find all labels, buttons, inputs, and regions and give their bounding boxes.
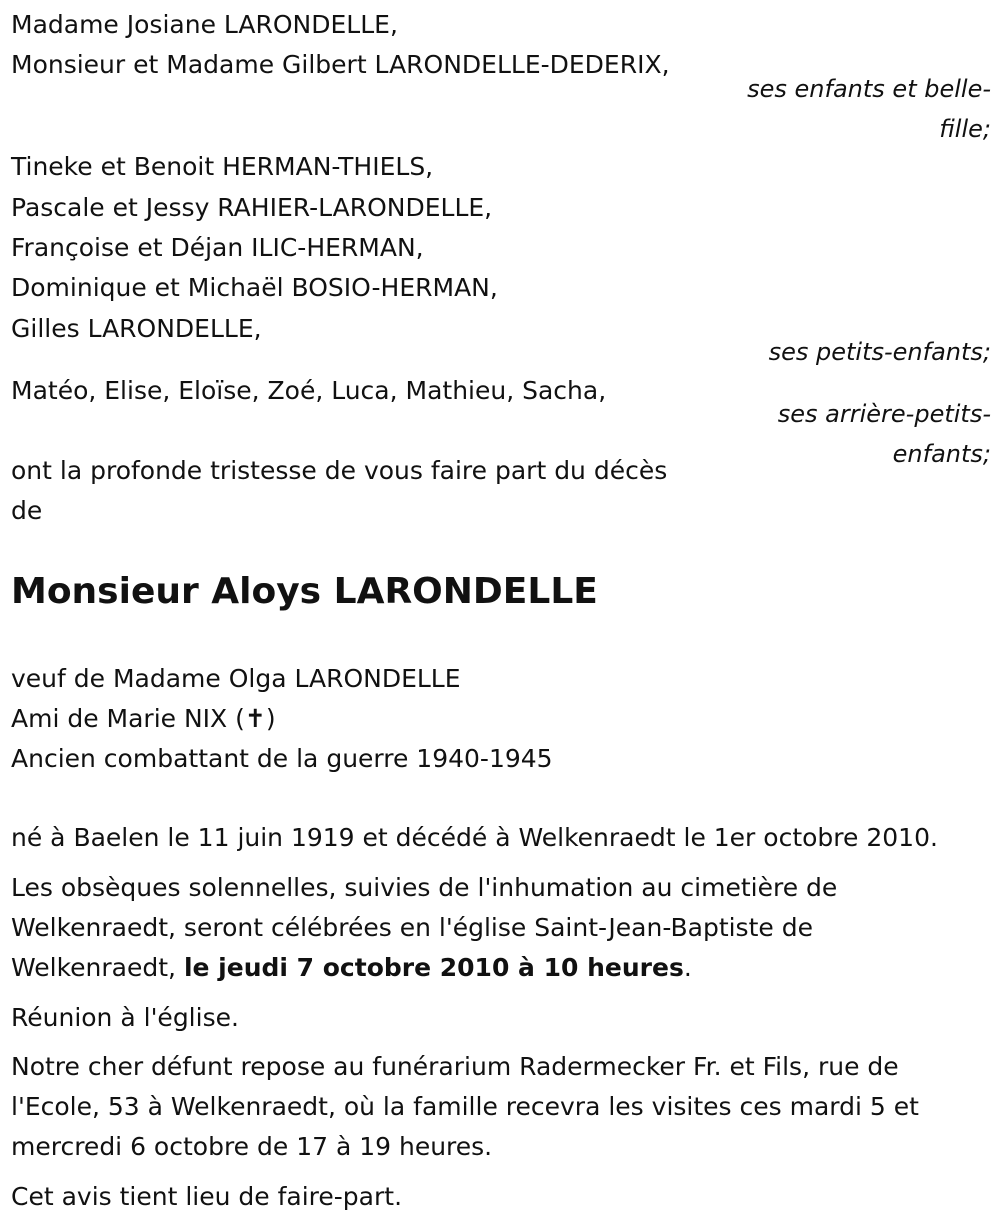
funeral-line-3 [11,948,692,988]
grandchildren-role: ses petits-enfants; [768,338,991,366]
deceased-name: Monsieur Aloys LARONDELLE [11,571,598,612]
visitation-line-3: mercredi 6 octobre de 17 à 19 heures. [11,1132,493,1161]
children-role-line-2: fille; [939,115,991,143]
visitation-line-2: l'Ecole, 53 à Welkenraedt, où la famille recevra les visites ces mardi 5 et [11,1092,919,1121]
great-grandchildren-role-line-1: ses arrière-petits- [777,400,991,428]
grandchild-line-3: Françoise et Déjan ILIC-HERMAN, [11,233,424,262]
deceased-detail-widower: veuf de Madame Olga LARONDELLE [11,664,461,693]
funeral-period: . [683,953,692,982]
deceased-detail-friend: Ami de Marie NIX (✝) [11,704,276,733]
children-line-1: Madame Josiane LARONDELLE, [11,10,398,39]
visitation-line-1: Notre cher défunt repose au funérarium Radermecker Fr. et Fils, rue de [11,1052,899,1081]
birth-death-line: né à Baelen le 11 juin 1919 et décédé à Welkenraedt le 1er octobre 2010. [11,823,938,852]
announcement-line-2: de [11,496,43,525]
great-grandchildren-role-line-2: enfants; [892,440,991,468]
deceased-detail-veteran: Ancien combattant de la guerre 1940-1945 [11,744,553,773]
great-grandchildren-line: Matéo, Elise, Eloïse, Zoé, Luca, Mathieu, Sacha, [11,376,607,405]
children-role-line-1: ses enfants et belle- [747,75,991,103]
funeral-place: Welkenraedt, [11,953,184,982]
children-line-2: Monsieur et Madame Gilbert LARONDELLE-DEDERIX, [11,50,670,79]
announcement-line-1: ont la profonde tristesse de vous faire part du décès [11,456,668,485]
meeting-line: Réunion à l'église. [11,1003,239,1032]
funeral-date-time: le jeudi 7 octobre 2010 à 10 heures [183,953,684,982]
grandchild-line-1: Tineke et Benoit HERMAN-THIELS, [11,152,434,181]
closing-line: Cet avis tient lieu de faire-part. [11,1182,403,1211]
grandchild-line-4: Dominique et Michaël BOSIO-HERMAN, [11,273,498,302]
grandchild-line-2: Pascale et Jessy RAHIER-LARONDELLE, [11,193,493,222]
funeral-line-1: Les obsèques solennelles, suivies de l'inhumation au cimetière de [11,873,838,902]
funeral-line-2: Welkenraedt, seront célébrées en l'église Saint-Jean-Baptiste de [11,913,813,942]
grandchild-line-5: Gilles LARONDELLE, [11,314,262,343]
